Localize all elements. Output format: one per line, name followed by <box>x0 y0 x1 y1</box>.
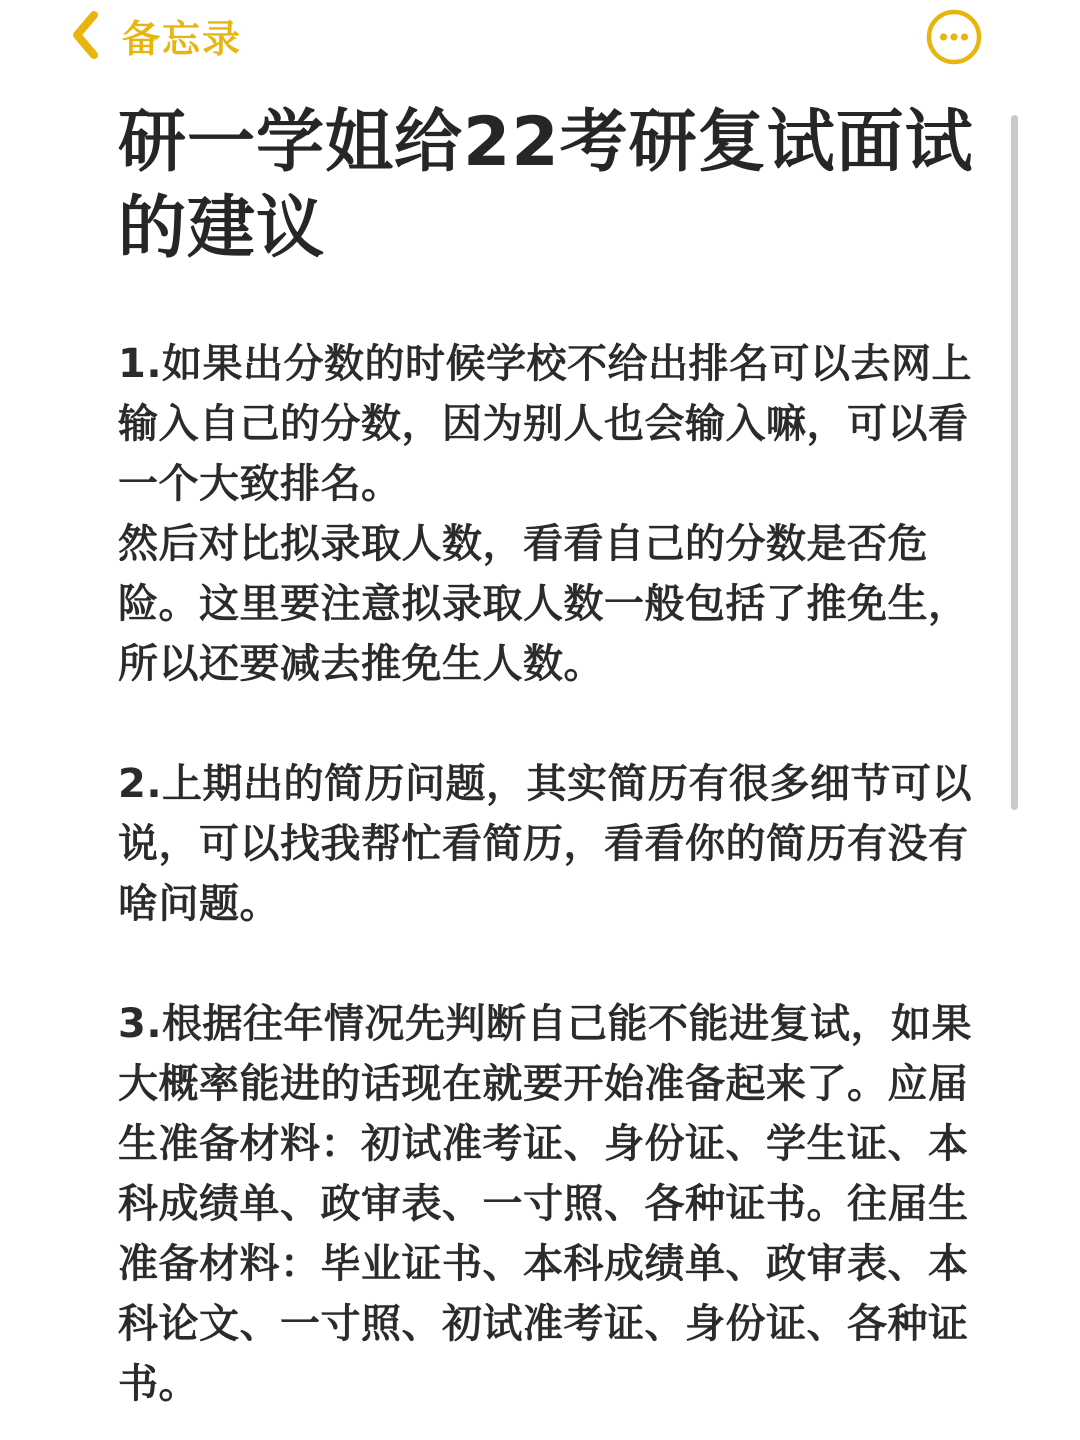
note-content[interactable] <box>118 100 978 1414</box>
note-title: 研一学姐给22考研复试面试的建议 <box>118 103 974 268</box>
back-button[interactable] <box>70 4 242 66</box>
navigation-bar <box>0 0 1080 75</box>
vertical-scrollbar[interactable] <box>1011 115 1018 810</box>
more-options-button[interactable] <box>925 8 983 66</box>
note-paragraph-2: 2.上期出的简历问题，其实简历有很多细节可以说，可以找我帮忙看简历，看看你的简历有没有啥问题。 <box>118 761 973 927</box>
paragraph-spacer <box>118 934 978 994</box>
note-paragraph-3: 3.根据往年情况先判断自己能不能进复试，如果大概率能进的话现在就要开始准备起来了。应届生准备材料：初试准考证、身份证、学生证、本科成绩单、政审表、一寸照、各种证书。往届生准备材料：毕业证书、本科成绩单、政审表、本科论文、一寸照、初试准考证、身份证、各种证书。 <box>118 1001 973 1407</box>
paragraph-spacer <box>118 694 978 754</box>
note-paragraph-1: 1.如果出分数的时候学校不给出排名可以去网上输入自己的分数，因为别人也会输入嘛，可以看一个大致排名。 然后对比拟录取人数，看看自己的分数是否危险。这里要注意拟录取人数一般包括了推免生，所以还要减去推免生人数。 <box>118 341 973 687</box>
note-body[interactable] <box>118 334 978 1414</box>
ellipsis-circle-icon <box>925 8 983 66</box>
back-button-label: 备忘录 <box>122 16 243 61</box>
chevron-left-icon <box>70 10 100 60</box>
